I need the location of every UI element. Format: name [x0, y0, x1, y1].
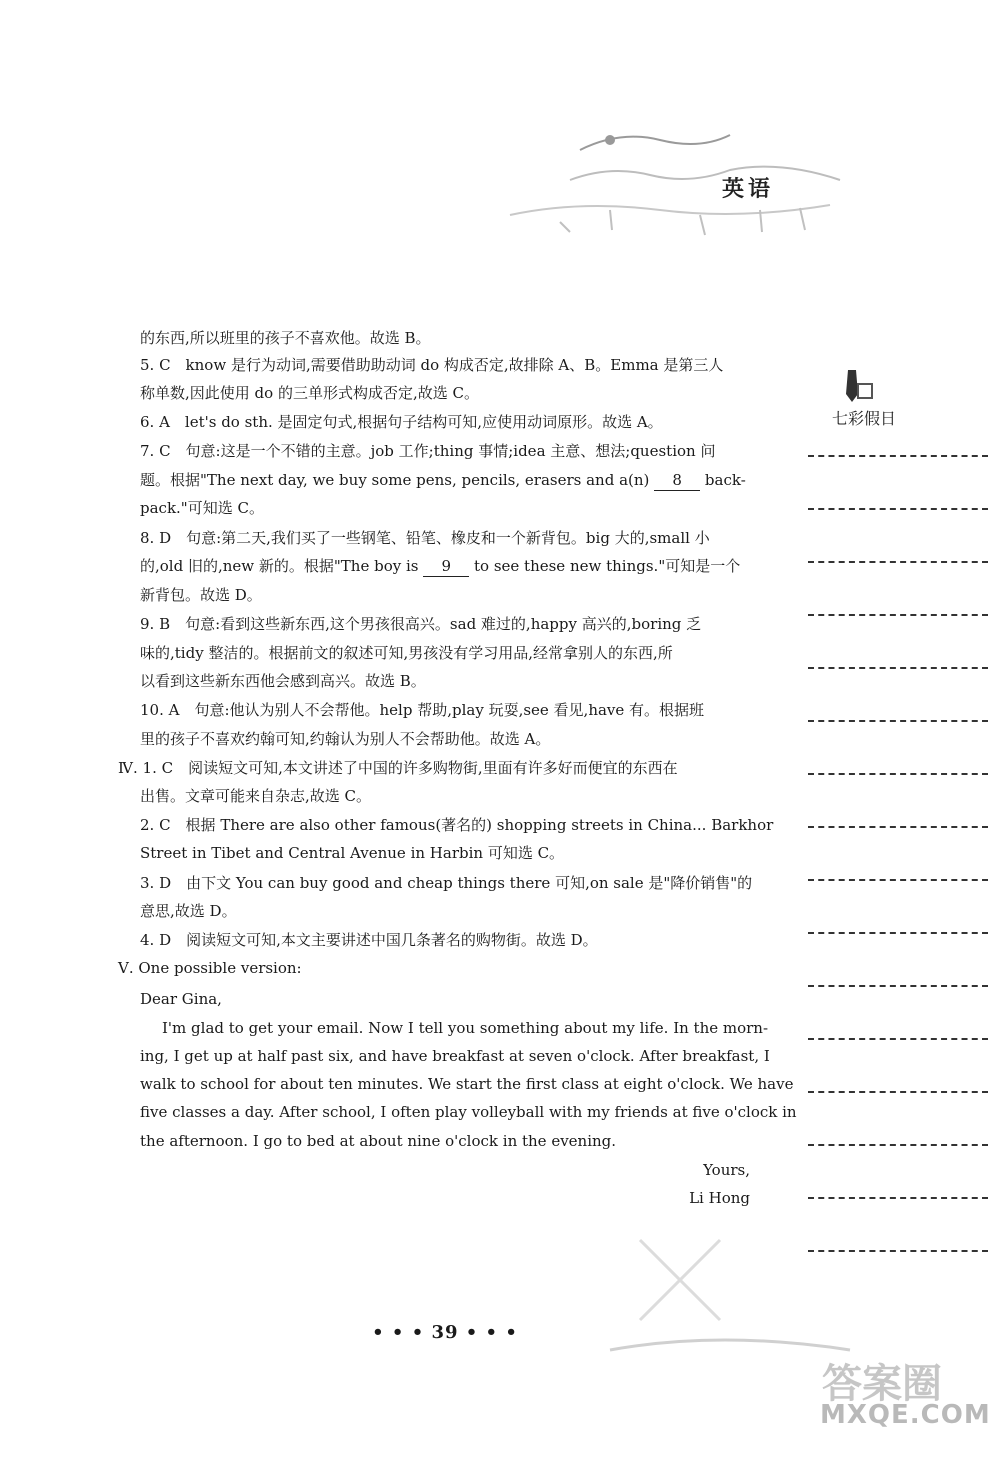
- answer-blank: 9: [423, 556, 469, 577]
- text-line: Dear Gina,: [140, 990, 222, 1008]
- text-line: Yours,: [703, 1161, 750, 1179]
- text-line: ing, I get up at half past six, and have breakfast at seven o'clock. After breakfast, I: [140, 1047, 770, 1065]
- text-line: five classes a day. After school, I often play volleyball with my friends at five o'clock in: [140, 1103, 797, 1121]
- text-line: 7. C 句意:这是一个不错的主意。job 工作;thing 事情;idea 主意、想法;question 问: [140, 442, 716, 460]
- text-line: 的东西,所以班里的孩子不喜欢他。故选 B。: [140, 329, 431, 347]
- note-line: [808, 1144, 988, 1146]
- text-line: 新背包。故选 D。: [140, 586, 262, 604]
- watermark-text: MXQE.COM: [820, 1400, 991, 1430]
- text-line: 10. A 句意:他认为别人不会帮他。help 帮助,play 玩耍,see 看见,have 有。根据班: [140, 701, 705, 719]
- text-line: 5. C know 是行为动词,需要借助助动词 do 构成否定,故排除 A、B。Emma 是第三人: [140, 356, 724, 374]
- text-line: 4. D 阅读短文可知,本文主要讲述中国几条著名的购物街。故选 D。: [140, 931, 598, 949]
- text-line: 6. A let's do sth. 是固定句式,根据句子结构可知,应使用动词原形。故选 A。: [140, 413, 663, 431]
- text-line: Li Hong: [689, 1189, 750, 1207]
- text-line: 题。根据"The next day, we buy some pens, pencils, erasers and a(n) 8 back-: [140, 471, 746, 489]
- note-line: [808, 614, 988, 616]
- text-line: 意思,故选 D。: [140, 902, 237, 920]
- text-line: 味的,tidy 整洁的。根据前文的叙述可知,男孩没有学习用品,经常拿别人的东西,所: [140, 644, 673, 662]
- answer-blank: 8: [654, 470, 700, 491]
- note-line: [808, 1091, 988, 1093]
- text-line: pack."可知选 C。: [140, 499, 264, 517]
- note-line: [808, 1038, 988, 1040]
- text-line: 9. B 句意:看到这些新东西,这个男孩很高兴。sad 难过的,happy 高兴的,boring 乏: [140, 615, 702, 633]
- text-line: 以看到这些新东西他会感到高兴。故选 B。: [140, 672, 426, 690]
- text-line: Ⅳ. 1. C 阅读短文可知,本文讲述了中国的许多购物街,里面有许多好而便宜的东西在: [118, 759, 678, 777]
- page-number: • • • 39 • • •: [372, 1322, 518, 1343]
- header-decoration: [500, 110, 880, 240]
- note-line: [808, 455, 988, 457]
- note-line: [808, 985, 988, 987]
- note-line: [808, 508, 988, 510]
- text-line: the afternoon. I go to bed at about nine o'clock in the evening.: [140, 1132, 617, 1150]
- text-line: 2. C 根据 There are also other famous(著名的) shopping streets in China... Barkhor: [140, 816, 774, 834]
- text-line: I'm glad to get your email. Now I tell you something about my life. In the morn-: [162, 1019, 769, 1037]
- text-line: 出售。文章可能来自杂志,故选 C。: [140, 787, 372, 805]
- note-line: [808, 879, 988, 881]
- text-line: 里的孩子不喜欢约翰可知,约翰认为别人不会帮助他。故选 A。: [140, 730, 551, 748]
- note-line: [808, 826, 988, 828]
- pen-icon: [840, 366, 880, 406]
- note-line: [808, 720, 988, 722]
- text-line: 称单数,因此使用 do 的三单形式构成否定,故选 C。: [140, 384, 479, 402]
- note-line: [808, 1197, 988, 1199]
- note-line: [808, 932, 988, 934]
- note-line: [808, 667, 988, 669]
- text-line: 的,old 旧的,new 新的。根据"The boy is 9 to see these new things."可知是一个: [140, 557, 741, 575]
- watermark-logo: 答案圈: [822, 1361, 942, 1407]
- subject-title: 英语: [722, 176, 775, 202]
- text-line: 8. D 句意:第二天,我们买了一些钢笔、铅笔、橡皮和一个新背包。big 大的,small 小: [140, 529, 710, 547]
- text-line: walk to school for about ten minutes. We start the first class at eight o'clock. We have: [140, 1075, 794, 1093]
- text-line: Ⅴ. One possible version:: [118, 959, 302, 977]
- note-line: [808, 773, 988, 775]
- text-line: Street in Tibet and Central Avenue in Harbin 可知选 C。: [140, 844, 565, 862]
- note-line: [808, 561, 988, 563]
- sidebar-label: 七彩假日: [832, 409, 897, 428]
- text-line: 3. D 由下文 You can buy good and cheap things there 可知,on sale 是"降价销售"的: [140, 874, 753, 892]
